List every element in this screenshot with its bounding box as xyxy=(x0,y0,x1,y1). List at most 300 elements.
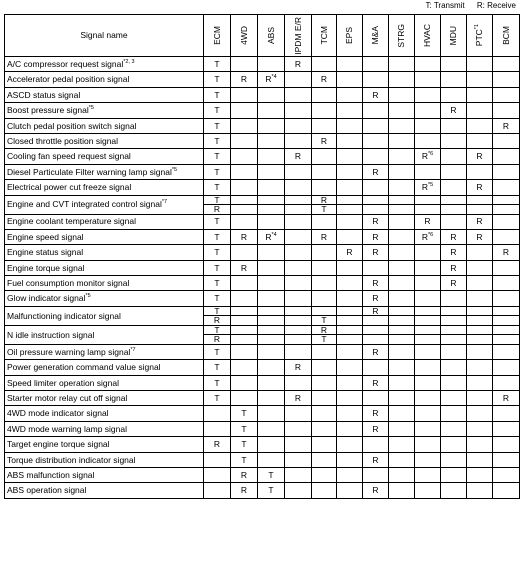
cell-bcm xyxy=(493,316,520,326)
cell-hvac xyxy=(415,483,441,498)
cell-abs xyxy=(258,195,285,205)
cell-abs xyxy=(258,421,285,436)
cell-ptc xyxy=(467,276,493,291)
cell-tcm xyxy=(312,437,337,452)
cell-strg xyxy=(389,195,415,205)
cell-abs: $R^{*4}$ xyxy=(258,229,285,244)
cell-hvac xyxy=(415,260,441,275)
cell-bcm xyxy=(493,406,520,421)
cell-abs xyxy=(258,437,285,452)
cell-mdu xyxy=(441,180,467,195)
cell-tcm: R xyxy=(312,72,337,87)
cell-eps xyxy=(337,406,363,421)
cell-hvac xyxy=(415,72,441,87)
cell-strg xyxy=(389,421,415,436)
table-row xyxy=(5,149,520,164)
cell-ipdm-e-r: R xyxy=(285,391,312,406)
cell-mdu xyxy=(441,164,467,179)
cell-m-a: R xyxy=(363,375,389,390)
table-row xyxy=(5,437,520,452)
column-header-m-a: M&A xyxy=(363,15,389,57)
cell-ipdm-e-r xyxy=(285,291,312,306)
cell-ipdm-e-r xyxy=(285,245,312,260)
signal-name: 4WD mode indicator signal xyxy=(5,406,204,421)
cell-ptc xyxy=(467,133,493,148)
cell-strg xyxy=(389,360,415,375)
table-body xyxy=(5,57,520,499)
cell-tcm xyxy=(312,375,337,390)
cell-bcm xyxy=(493,276,520,291)
table-row xyxy=(5,276,520,291)
cell-strg xyxy=(389,452,415,467)
cell-ipdm-e-r xyxy=(285,195,312,205)
cell-ptc xyxy=(467,195,493,205)
cell-eps xyxy=(337,214,363,229)
cell-abs xyxy=(258,391,285,406)
cell-strg xyxy=(389,87,415,102)
table-row xyxy=(5,118,520,133)
cell-bcm xyxy=(493,452,520,467)
cell-4wd: T xyxy=(231,421,258,436)
cell-bcm xyxy=(493,344,520,359)
cell-ipdm-e-r xyxy=(285,375,312,390)
cell-mdu xyxy=(441,57,467,72)
cell-mdu xyxy=(441,316,467,326)
cell-eps xyxy=(337,452,363,467)
cell-hvac xyxy=(415,344,441,359)
cell-4wd xyxy=(231,133,258,148)
cell-4wd xyxy=(231,316,258,326)
table-row xyxy=(5,72,520,87)
cell-abs xyxy=(258,118,285,133)
cell-4wd xyxy=(231,391,258,406)
cell-abs xyxy=(258,276,285,291)
table-row xyxy=(5,180,520,195)
cell-strg xyxy=(389,245,415,260)
signal-name: Engine and CVT integrated control signal$^{*7}$ xyxy=(5,195,204,214)
cell-eps xyxy=(337,360,363,375)
cell-ipdm-e-r xyxy=(285,306,312,316)
table-row xyxy=(5,229,520,244)
cell-hvac xyxy=(415,118,441,133)
cell-abs xyxy=(258,406,285,421)
cell-m-a xyxy=(363,180,389,195)
cell-m-a xyxy=(363,103,389,118)
table-row xyxy=(5,57,520,72)
cell-mdu: R xyxy=(441,229,467,244)
signal-name: Target engine torque signal xyxy=(5,437,204,452)
column-header-eps: EPS xyxy=(337,15,363,57)
table-row xyxy=(5,164,520,179)
cell-eps xyxy=(337,316,363,326)
cell-abs xyxy=(258,133,285,148)
cell-ptc xyxy=(467,87,493,102)
cell-ptc xyxy=(467,437,493,452)
cell-ecm: T xyxy=(204,260,231,275)
cell-eps xyxy=(337,118,363,133)
cell-mdu xyxy=(441,335,467,345)
cell-eps xyxy=(337,149,363,164)
cell-strg xyxy=(389,437,415,452)
cell-strg xyxy=(389,335,415,345)
cell-tcm xyxy=(312,180,337,195)
cell-tcm xyxy=(312,452,337,467)
cell-ipdm-e-r xyxy=(285,164,312,179)
cell-strg xyxy=(389,375,415,390)
cell-bcm: R xyxy=(493,391,520,406)
cell-ipdm-e-r xyxy=(285,467,312,482)
table-row xyxy=(5,260,520,275)
cell-hvac xyxy=(415,421,441,436)
cell-strg xyxy=(389,205,415,215)
cell-eps xyxy=(337,164,363,179)
cell-hvac: R xyxy=(415,214,441,229)
cell-bcm xyxy=(493,72,520,87)
table-row xyxy=(5,375,520,390)
cell-ecm: T xyxy=(204,375,231,390)
cell-strg xyxy=(389,291,415,306)
cell-strg xyxy=(389,118,415,133)
cell-4wd xyxy=(231,205,258,215)
cell-4wd: R xyxy=(231,483,258,498)
cell-4wd xyxy=(231,149,258,164)
cell-m-a xyxy=(363,133,389,148)
cell-strg xyxy=(389,483,415,498)
cell-abs xyxy=(258,205,285,215)
cell-mdu xyxy=(441,437,467,452)
signal-name: Torque distribution indicator signal xyxy=(5,452,204,467)
cell-mdu xyxy=(441,421,467,436)
cell-4wd xyxy=(231,360,258,375)
cell-ptc xyxy=(467,325,493,335)
cell-hvac xyxy=(415,133,441,148)
cell-mdu xyxy=(441,391,467,406)
cell-ipdm-e-r xyxy=(285,72,312,87)
cell-ptc xyxy=(467,406,493,421)
table-row xyxy=(5,103,520,118)
cell-tcm xyxy=(312,118,337,133)
cell-tcm: R xyxy=(312,325,337,335)
cell-hvac xyxy=(415,335,441,345)
cell-ptc: R xyxy=(467,214,493,229)
cell-ecm xyxy=(204,452,231,467)
cell-ecm xyxy=(204,406,231,421)
cell-ecm: T xyxy=(204,291,231,306)
cell-tcm xyxy=(312,391,337,406)
signal-name: Starter motor relay cut off signal xyxy=(5,391,204,406)
cell-ptc xyxy=(467,245,493,260)
signal-name: Engine torque signal xyxy=(5,260,204,275)
signal-name: ABS malfunction signal xyxy=(5,467,204,482)
cell-4wd: R xyxy=(231,229,258,244)
cell-m-a: R xyxy=(363,214,389,229)
table-row xyxy=(5,245,520,260)
cell-mdu xyxy=(441,325,467,335)
cell-abs xyxy=(258,57,285,72)
cell-m-a xyxy=(363,437,389,452)
cell-mdu xyxy=(441,291,467,306)
cell-mdu: R xyxy=(441,276,467,291)
cell-4wd: R xyxy=(231,467,258,482)
cell-strg xyxy=(389,316,415,326)
cell-tcm xyxy=(312,344,337,359)
table-row xyxy=(5,344,520,359)
cell-ptc: R xyxy=(467,149,493,164)
signal-name: Engine coolant temperature signal xyxy=(5,214,204,229)
cell-mdu xyxy=(441,205,467,215)
signal-name: Engine status signal xyxy=(5,245,204,260)
cell-m-a: R xyxy=(363,344,389,359)
cell-tcm xyxy=(312,306,337,316)
table-row xyxy=(5,421,520,436)
cell-strg xyxy=(389,133,415,148)
table-row xyxy=(5,325,520,335)
cell-hvac: $R^{*5}$ xyxy=(415,180,441,195)
cell-m-a: R xyxy=(363,229,389,244)
cell-eps xyxy=(337,229,363,244)
cell-bcm xyxy=(493,205,520,215)
cell-mdu xyxy=(441,118,467,133)
cell-4wd xyxy=(231,164,258,179)
cell-abs xyxy=(258,335,285,345)
signal-name: 4WD mode warning lamp signal xyxy=(5,421,204,436)
column-header-bcm: BCM xyxy=(493,15,520,57)
cell-m-a: R xyxy=(363,483,389,498)
cell-4wd: T xyxy=(231,452,258,467)
signal-name: Malfunctioning indicator signal xyxy=(5,306,204,325)
cell-eps xyxy=(337,180,363,195)
cell-m-a xyxy=(363,260,389,275)
cell-hvac xyxy=(415,391,441,406)
cell-tcm xyxy=(312,276,337,291)
cell-ptc xyxy=(467,375,493,390)
cell-ecm: R xyxy=(204,316,231,326)
cell-4wd xyxy=(231,291,258,306)
cell-eps xyxy=(337,467,363,482)
cell-ecm: T xyxy=(204,229,231,244)
cell-tcm xyxy=(312,467,337,482)
cell-hvac xyxy=(415,325,441,335)
cell-mdu xyxy=(441,406,467,421)
cell-bcm xyxy=(493,229,520,244)
cell-mdu xyxy=(441,344,467,359)
cell-eps xyxy=(337,276,363,291)
cell-4wd xyxy=(231,214,258,229)
signal-name: Boost pressure signal$^{*5}$ xyxy=(5,103,204,118)
cell-hvac xyxy=(415,57,441,72)
column-header-abs: ABS xyxy=(258,15,285,57)
cell-ecm: T xyxy=(204,276,231,291)
cell-ecm: T xyxy=(204,344,231,359)
cell-hvac xyxy=(415,437,441,452)
cell-ecm: T xyxy=(204,133,231,148)
cell-bcm xyxy=(493,260,520,275)
cell-ipdm-e-r xyxy=(285,316,312,326)
cell-bcm xyxy=(493,180,520,195)
cell-m-a: R xyxy=(363,306,389,316)
cell-hvac: $R^{*6}$ xyxy=(415,229,441,244)
cell-ptc xyxy=(467,452,493,467)
cell-tcm: T xyxy=(312,335,337,345)
cell-tcm: R xyxy=(312,195,337,205)
header-row xyxy=(5,15,520,57)
cell-ptc xyxy=(467,344,493,359)
table-row xyxy=(5,483,520,498)
cell-ptc xyxy=(467,306,493,316)
cell-ipdm-e-r xyxy=(285,437,312,452)
cell-mdu xyxy=(441,483,467,498)
cell-strg xyxy=(389,57,415,72)
cell-tcm: R xyxy=(312,133,337,148)
cell-hvac xyxy=(415,306,441,316)
signal-table xyxy=(4,14,520,499)
cell-abs: T xyxy=(258,467,285,482)
cell-ptc xyxy=(467,335,493,345)
cell-hvac: $R^{*6}$ xyxy=(415,149,441,164)
cell-ecm xyxy=(204,421,231,436)
cell-ipdm-e-r xyxy=(285,180,312,195)
cell-ptc xyxy=(467,360,493,375)
cell-bcm xyxy=(493,335,520,345)
cell-bcm xyxy=(493,421,520,436)
cell-4wd xyxy=(231,180,258,195)
cell-ipdm-e-r: R xyxy=(285,149,312,164)
signal-name: Power generation command value signal xyxy=(5,360,204,375)
cell-ecm: T xyxy=(204,245,231,260)
signal-name: Electrical power cut freeze signal xyxy=(5,180,204,195)
cell-strg xyxy=(389,229,415,244)
cell-ipdm-e-r xyxy=(285,118,312,133)
cell-m-a xyxy=(363,325,389,335)
cell-mdu xyxy=(441,72,467,87)
cell-m-a: R xyxy=(363,276,389,291)
cell-abs xyxy=(258,164,285,179)
cell-ipdm-e-r: R xyxy=(285,360,312,375)
table-row xyxy=(5,133,520,148)
cell-ipdm-e-r xyxy=(285,344,312,359)
cell-tcm xyxy=(312,483,337,498)
cell-4wd xyxy=(231,87,258,102)
legend-receive: R: Receive xyxy=(476,1,516,10)
cell-tcm: T xyxy=(312,205,337,215)
table-row xyxy=(5,214,520,229)
cell-ecm: T xyxy=(204,325,231,335)
cell-eps xyxy=(337,375,363,390)
cell-ptc: R xyxy=(467,180,493,195)
cell-tcm xyxy=(312,149,337,164)
table-row xyxy=(5,195,520,205)
table-row xyxy=(5,306,520,316)
cell-eps xyxy=(337,195,363,205)
cell-ptc xyxy=(467,260,493,275)
cell-ipdm-e-r xyxy=(285,276,312,291)
cell-m-a xyxy=(363,195,389,205)
cell-abs xyxy=(258,344,285,359)
cell-hvac xyxy=(415,406,441,421)
cell-tcm xyxy=(312,57,337,72)
cell-strg xyxy=(389,344,415,359)
signal-name: Accelerator pedal position signal xyxy=(5,72,204,87)
cell-m-a: R xyxy=(363,87,389,102)
column-header-tcm: TCM xyxy=(312,15,337,57)
cell-bcm xyxy=(493,164,520,179)
cell-hvac xyxy=(415,205,441,215)
cell-ptc xyxy=(467,164,493,179)
cell-tcm xyxy=(312,260,337,275)
cell-ptc xyxy=(467,103,493,118)
cell-ptc xyxy=(467,291,493,306)
cell-ecm: T xyxy=(204,149,231,164)
cell-ipdm-e-r xyxy=(285,406,312,421)
cell-tcm xyxy=(312,103,337,118)
cell-4wd xyxy=(231,335,258,345)
cell-hvac xyxy=(415,316,441,326)
cell-bcm xyxy=(493,87,520,102)
signal-name: Closed throttle position signal xyxy=(5,133,204,148)
signal-name-header: Signal name xyxy=(5,15,204,57)
table-row xyxy=(5,87,520,102)
cell-bcm xyxy=(493,57,520,72)
cell-abs xyxy=(258,316,285,326)
cell-4wd: T xyxy=(231,437,258,452)
cell-ecm: R xyxy=(204,437,231,452)
cell-strg xyxy=(389,72,415,87)
cell-mdu xyxy=(441,360,467,375)
cell-eps xyxy=(337,421,363,436)
column-header-4wd: 4WD xyxy=(231,15,258,57)
table-header xyxy=(5,15,520,57)
cell-4wd xyxy=(231,344,258,359)
cell-ipdm-e-r xyxy=(285,133,312,148)
cell-m-a xyxy=(363,72,389,87)
cell-ecm: R xyxy=(204,335,231,345)
cell-hvac xyxy=(415,164,441,179)
cell-abs xyxy=(258,214,285,229)
cell-ecm: T xyxy=(204,164,231,179)
cell-ptc xyxy=(467,118,493,133)
cell-abs xyxy=(258,325,285,335)
cell-bcm xyxy=(493,375,520,390)
cell-abs xyxy=(258,375,285,390)
cell-ipdm-e-r xyxy=(285,452,312,467)
column-header-ipdm-e-r: IPDM E/R xyxy=(285,15,312,57)
cell-strg xyxy=(389,276,415,291)
cell-hvac xyxy=(415,467,441,482)
cell-ecm: T xyxy=(204,214,231,229)
cell-mdu xyxy=(441,452,467,467)
table-row xyxy=(5,452,520,467)
signal-name: Oil pressure warning lamp signal$^{*7}$ xyxy=(5,344,204,359)
cell-m-a: R xyxy=(363,452,389,467)
cell-m-a xyxy=(363,467,389,482)
cell-m-a xyxy=(363,316,389,326)
cell-bcm xyxy=(493,325,520,335)
cell-m-a: R xyxy=(363,291,389,306)
cell-4wd xyxy=(231,245,258,260)
cell-eps xyxy=(337,72,363,87)
cell-abs xyxy=(258,87,285,102)
cell-ptc xyxy=(467,421,493,436)
cell-strg xyxy=(389,214,415,229)
cell-ecm: T xyxy=(204,195,231,205)
cell-bcm xyxy=(493,437,520,452)
cell-strg xyxy=(389,164,415,179)
cell-abs xyxy=(258,180,285,195)
cell-hvac xyxy=(415,360,441,375)
cell-mdu xyxy=(441,375,467,390)
cell-4wd xyxy=(231,306,258,316)
cell-eps xyxy=(337,133,363,148)
